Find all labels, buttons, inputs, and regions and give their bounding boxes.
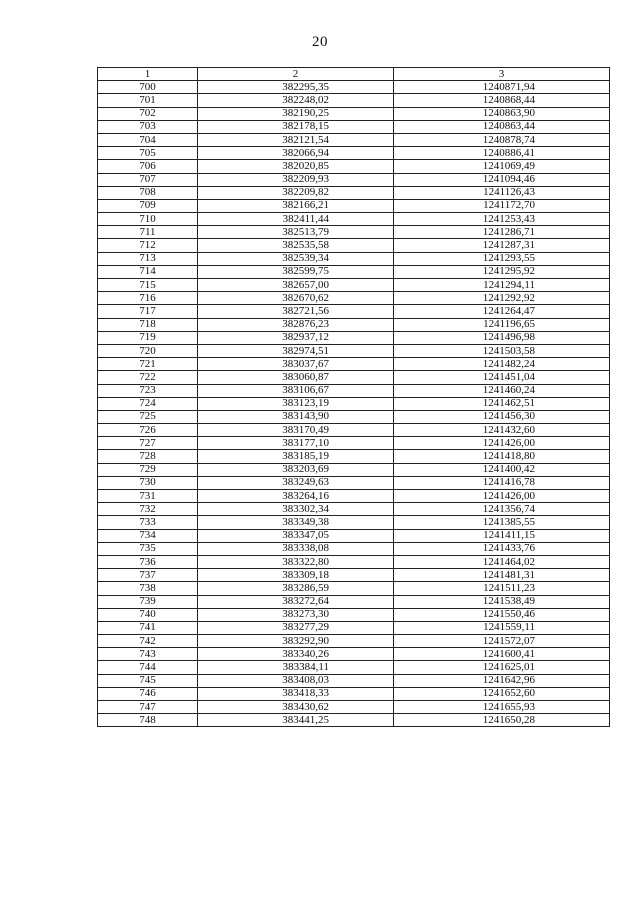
- x-coordinate-cell: 383292,90: [198, 635, 394, 648]
- table-row: [98, 305, 610, 318]
- point-number-cell: 731: [98, 490, 198, 503]
- y-coordinate-cell: 1241426,00: [394, 490, 610, 503]
- table-row: [98, 648, 610, 661]
- y-coordinate-cell: 1241294,11: [394, 279, 610, 292]
- table-row: [98, 147, 610, 160]
- table-row: [98, 160, 610, 173]
- point-number-cell: 740: [98, 608, 198, 621]
- table-body: [98, 81, 610, 727]
- table-row: [98, 384, 610, 397]
- point-number-cell: 722: [98, 371, 198, 384]
- table-header-row: [98, 68, 610, 81]
- point-number-cell: 726: [98, 424, 198, 437]
- y-coordinate-cell: 1241462,51: [394, 397, 610, 410]
- table-row: [98, 516, 610, 529]
- y-coordinate-cell: 1240871,94: [394, 81, 610, 94]
- point-number-cell: 736: [98, 555, 198, 568]
- y-coordinate-cell: 1241652,60: [394, 687, 610, 700]
- table-row: [98, 120, 610, 133]
- x-coordinate-cell: 383106,67: [198, 384, 394, 397]
- point-number-cell: 737: [98, 569, 198, 582]
- point-number-cell: 728: [98, 450, 198, 463]
- y-coordinate-cell: 1241511,23: [394, 582, 610, 595]
- x-coordinate-cell: 382020,85: [198, 160, 394, 173]
- table-row: [98, 674, 610, 687]
- y-coordinate-cell: 1241126,43: [394, 186, 610, 199]
- point-number-cell: 725: [98, 410, 198, 423]
- y-coordinate-cell: 1240878,74: [394, 133, 610, 146]
- point-number-cell: 732: [98, 503, 198, 516]
- table-row: [98, 714, 610, 727]
- table-row: [98, 424, 610, 437]
- y-coordinate-cell: 1241496,98: [394, 331, 610, 344]
- x-coordinate-cell: 382539,34: [198, 252, 394, 265]
- table-row: [98, 239, 610, 252]
- y-coordinate-cell: 1241400,42: [394, 463, 610, 476]
- x-coordinate-cell: 383309,18: [198, 569, 394, 582]
- table-row: [98, 279, 610, 292]
- y-coordinate-cell: 1241572,07: [394, 635, 610, 648]
- point-number-cell: 734: [98, 529, 198, 542]
- point-number-cell: 714: [98, 265, 198, 278]
- x-coordinate-cell: 383170,49: [198, 424, 394, 437]
- x-coordinate-cell: 382657,00: [198, 279, 394, 292]
- x-coordinate-cell: 383384,11: [198, 661, 394, 674]
- y-coordinate-cell: 1241600,41: [394, 648, 610, 661]
- y-coordinate-cell: 1241416,78: [394, 476, 610, 489]
- y-coordinate-cell: 1241426,00: [394, 437, 610, 450]
- x-coordinate-cell: 383185,19: [198, 450, 394, 463]
- y-coordinate-cell: 1241196,65: [394, 318, 610, 331]
- point-number-cell: 720: [98, 344, 198, 357]
- point-number-cell: 709: [98, 199, 198, 212]
- x-coordinate-cell: 383277,29: [198, 621, 394, 634]
- point-number-cell: 723: [98, 384, 198, 397]
- point-number-cell: 745: [98, 674, 198, 687]
- point-number-cell: 721: [98, 358, 198, 371]
- y-coordinate-cell: 1241094,46: [394, 173, 610, 186]
- y-coordinate-cell: 1241550,46: [394, 608, 610, 621]
- x-coordinate-cell: 383273,30: [198, 608, 394, 621]
- y-coordinate-cell: 1240868,44: [394, 94, 610, 107]
- x-coordinate-cell: 383060,87: [198, 371, 394, 384]
- x-coordinate-cell: 382670,62: [198, 292, 394, 305]
- point-number-cell: 715: [98, 279, 198, 292]
- table-row: [98, 542, 610, 555]
- x-coordinate-cell: 383347,05: [198, 529, 394, 542]
- table-row: [98, 661, 610, 674]
- y-coordinate-cell: 1240863,44: [394, 120, 610, 133]
- table-row: [98, 199, 610, 212]
- column-header-2: 2: [198, 68, 394, 81]
- point-number-cell: 724: [98, 397, 198, 410]
- table-row: [98, 186, 610, 199]
- x-coordinate-cell: 382166,21: [198, 199, 394, 212]
- y-coordinate-cell: 1240863,90: [394, 107, 610, 120]
- point-number-cell: 700: [98, 81, 198, 94]
- x-coordinate-cell: 383177,10: [198, 437, 394, 450]
- y-coordinate-cell: 1241559,11: [394, 621, 610, 634]
- y-coordinate-cell: 1241482,24: [394, 358, 610, 371]
- point-number-cell: 729: [98, 463, 198, 476]
- table-row: [98, 133, 610, 146]
- point-number-cell: 744: [98, 661, 198, 674]
- y-coordinate-cell: 1241432,60: [394, 424, 610, 437]
- point-number-cell: 717: [98, 305, 198, 318]
- y-coordinate-cell: 1241287,31: [394, 239, 610, 252]
- x-coordinate-cell: 382535,58: [198, 239, 394, 252]
- table-row: [98, 450, 610, 463]
- x-coordinate-cell: 383286,59: [198, 582, 394, 595]
- x-coordinate-cell: 383408,03: [198, 674, 394, 687]
- point-number-cell: 711: [98, 226, 198, 239]
- point-number-cell: 738: [98, 582, 198, 595]
- page-number: 20: [312, 34, 328, 50]
- y-coordinate-cell: 1241385,55: [394, 516, 610, 529]
- table-row: [98, 94, 610, 107]
- x-coordinate-cell: 383340,26: [198, 648, 394, 661]
- x-coordinate-cell: 382974,51: [198, 344, 394, 357]
- point-number-cell: 743: [98, 648, 198, 661]
- y-coordinate-cell: 1240886,41: [394, 147, 610, 160]
- table-row: [98, 621, 610, 634]
- point-number-cell: 718: [98, 318, 198, 331]
- y-coordinate-cell: 1241292,92: [394, 292, 610, 305]
- table-row: [98, 529, 610, 542]
- y-coordinate-cell: 1241538,49: [394, 595, 610, 608]
- x-coordinate-cell: 382209,93: [198, 173, 394, 186]
- y-coordinate-cell: 1241642,96: [394, 674, 610, 687]
- x-coordinate-cell: 382513,79: [198, 226, 394, 239]
- x-coordinate-cell: 382937,12: [198, 331, 394, 344]
- x-coordinate-cell: 382721,56: [198, 305, 394, 318]
- table-row: [98, 213, 610, 226]
- table-row: [98, 555, 610, 568]
- point-number-cell: 708: [98, 186, 198, 199]
- point-number-cell: 701: [98, 94, 198, 107]
- x-coordinate-cell: 383349,38: [198, 516, 394, 529]
- y-coordinate-cell: 1241264,47: [394, 305, 610, 318]
- point-number-cell: 746: [98, 687, 198, 700]
- table-row: [98, 265, 610, 278]
- table-row: [98, 226, 610, 239]
- table-row: [98, 107, 610, 120]
- point-number-cell: 735: [98, 542, 198, 555]
- x-coordinate-cell: 383322,80: [198, 555, 394, 568]
- table-row: [98, 437, 610, 450]
- table-row: [98, 371, 610, 384]
- point-number-cell: 707: [98, 173, 198, 186]
- x-coordinate-cell: 382209,82: [198, 186, 394, 199]
- x-coordinate-cell: 382295,35: [198, 81, 394, 94]
- y-coordinate-cell: 1241293,55: [394, 252, 610, 265]
- x-coordinate-cell: 383203,69: [198, 463, 394, 476]
- table-row: [98, 410, 610, 423]
- point-number-cell: 703: [98, 120, 198, 133]
- point-number-cell: 733: [98, 516, 198, 529]
- table-row: [98, 687, 610, 700]
- table-row: [98, 173, 610, 186]
- point-number-cell: 730: [98, 476, 198, 489]
- point-number-cell: 742: [98, 635, 198, 648]
- x-coordinate-cell: 382178,15: [198, 120, 394, 133]
- y-coordinate-cell: 1241451,04: [394, 371, 610, 384]
- table-row: [98, 582, 610, 595]
- x-coordinate-cell: 382411,44: [198, 213, 394, 226]
- column-header-3: 3: [394, 68, 610, 81]
- table-row: [98, 397, 610, 410]
- x-coordinate-cell: 383441,25: [198, 714, 394, 727]
- coordinates-table: [97, 67, 610, 727]
- y-coordinate-cell: 1241460,24: [394, 384, 610, 397]
- point-number-cell: 702: [98, 107, 198, 120]
- y-coordinate-cell: 1241503,58: [394, 344, 610, 357]
- column-header-1: 1: [98, 68, 198, 81]
- table-row: [98, 635, 610, 648]
- x-coordinate-cell: 382066,94: [198, 147, 394, 160]
- x-coordinate-cell: 383264,16: [198, 490, 394, 503]
- y-coordinate-cell: 1241464,02: [394, 555, 610, 568]
- y-coordinate-cell: 1241650,28: [394, 714, 610, 727]
- y-coordinate-cell: 1241655,93: [394, 701, 610, 714]
- x-coordinate-cell: 383430,62: [198, 701, 394, 714]
- point-number-cell: 748: [98, 714, 198, 727]
- point-number-cell: 716: [98, 292, 198, 305]
- y-coordinate-cell: 1241418,80: [394, 450, 610, 463]
- y-coordinate-cell: 1241295,92: [394, 265, 610, 278]
- y-coordinate-cell: 1241456,30: [394, 410, 610, 423]
- y-coordinate-cell: 1241172,70: [394, 199, 610, 212]
- table-row: [98, 569, 610, 582]
- x-coordinate-cell: 383302,34: [198, 503, 394, 516]
- point-number-cell: 710: [98, 213, 198, 226]
- point-number-cell: 713: [98, 252, 198, 265]
- x-coordinate-cell: 383338,08: [198, 542, 394, 555]
- table-row: [98, 81, 610, 94]
- point-number-cell: 739: [98, 595, 198, 608]
- point-number-cell: 727: [98, 437, 198, 450]
- point-number-cell: 747: [98, 701, 198, 714]
- table-row: [98, 252, 610, 265]
- y-coordinate-cell: 1241433,76: [394, 542, 610, 555]
- point-number-cell: 704: [98, 133, 198, 146]
- x-coordinate-cell: 382190,25: [198, 107, 394, 120]
- x-coordinate-cell: 383418,33: [198, 687, 394, 700]
- y-coordinate-cell: 1241625,01: [394, 661, 610, 674]
- point-number-cell: 719: [98, 331, 198, 344]
- y-coordinate-cell: 1241253,43: [394, 213, 610, 226]
- table-row: [98, 490, 610, 503]
- x-coordinate-cell: 382248,02: [198, 94, 394, 107]
- y-coordinate-cell: 1241411,15: [394, 529, 610, 542]
- point-number-cell: 741: [98, 621, 198, 634]
- point-number-cell: 712: [98, 239, 198, 252]
- table-row: [98, 595, 610, 608]
- x-coordinate-cell: 382599,75: [198, 265, 394, 278]
- x-coordinate-cell: 383272,64: [198, 595, 394, 608]
- y-coordinate-cell: 1241356,74: [394, 503, 610, 516]
- table-row: [98, 701, 610, 714]
- point-number-cell: 705: [98, 147, 198, 160]
- table-row: [98, 292, 610, 305]
- y-coordinate-cell: 1241286,71: [394, 226, 610, 239]
- table-row: [98, 331, 610, 344]
- table-row: [98, 503, 610, 516]
- table-row: [98, 476, 610, 489]
- point-number-cell: 706: [98, 160, 198, 173]
- table-row: [98, 358, 610, 371]
- x-coordinate-cell: 383037,67: [198, 358, 394, 371]
- y-coordinate-cell: 1241481,31: [394, 569, 610, 582]
- x-coordinate-cell: 383143,90: [198, 410, 394, 423]
- y-coordinate-cell: 1241069,49: [394, 160, 610, 173]
- table-row: [98, 344, 610, 357]
- table-row: [98, 318, 610, 331]
- x-coordinate-cell: 382121,54: [198, 133, 394, 146]
- x-coordinate-cell: 383123,19: [198, 397, 394, 410]
- x-coordinate-cell: 382876,23: [198, 318, 394, 331]
- table-row: [98, 463, 610, 476]
- table-row: [98, 608, 610, 621]
- x-coordinate-cell: 383249,63: [198, 476, 394, 489]
